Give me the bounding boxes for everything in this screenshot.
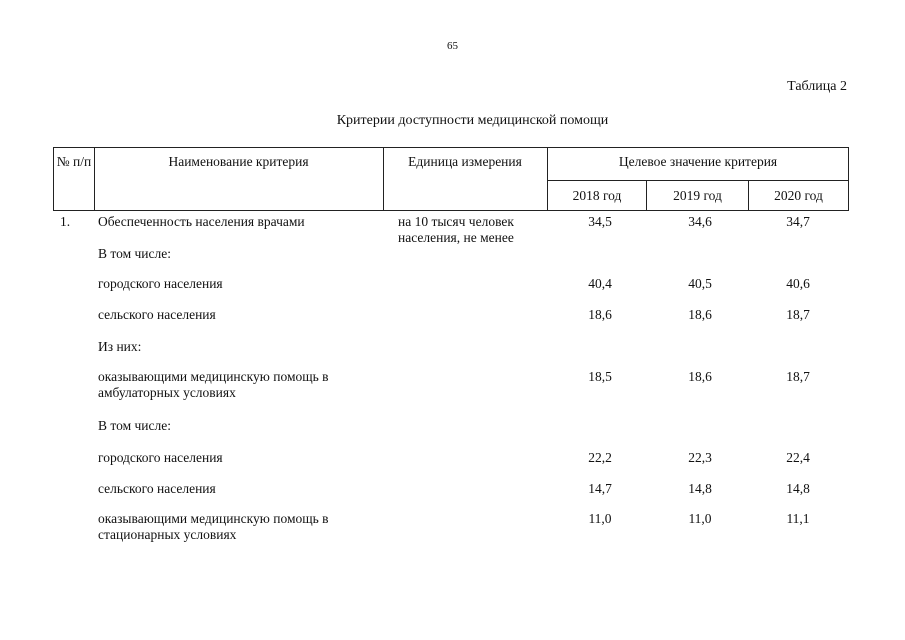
criterion-name: сельского населения (98, 481, 216, 496)
header-name: Наименование критерия (168, 154, 309, 169)
value-2019: 18,6 (688, 369, 712, 384)
value-2018: 14,7 (588, 481, 612, 496)
value-2019: 14,8 (688, 481, 712, 496)
table-row (0, 369, 905, 403)
criterion-name: В том числе: (98, 418, 171, 433)
header-vline-4 (646, 180, 647, 210)
document-title: Критерии доступности медицинской помощи (336, 113, 609, 128)
unit-of-measure: на 10 тысяч человек населения, не менее (398, 214, 514, 245)
value-2020: 18,7 (786, 369, 810, 384)
value-2019: 22,3 (688, 450, 712, 465)
value-2020: 34,7 (786, 214, 810, 229)
header-bottom-border (53, 210, 849, 211)
header-vline-1 (94, 147, 95, 210)
value-2019: 40,5 (688, 276, 712, 291)
value-2020: 11,1 (786, 511, 810, 526)
header-year-2019: 2019 год (673, 188, 722, 203)
table-row (0, 418, 905, 452)
header-num: № п/п (56, 154, 92, 169)
criterion-name: оказывающими медицинскую помощь в стационарных условиях (98, 511, 329, 542)
value-2020: 14,8 (786, 481, 810, 496)
value-2020: 40,6 (786, 276, 810, 291)
table-row (0, 276, 905, 310)
header-unit: Единица измерения (408, 154, 522, 169)
table-row (0, 481, 905, 515)
table-row (0, 307, 905, 341)
header-vline-2 (383, 147, 384, 210)
header-vline-right (848, 147, 849, 210)
criterion-name: В том числе: (98, 246, 171, 261)
table-label: Таблица 2 (787, 79, 847, 94)
header-year-2018: 2018 год (572, 188, 622, 203)
header-top-border (53, 147, 849, 148)
header-vline-3 (547, 147, 548, 210)
page-number: 65 (447, 40, 458, 52)
row-num: 1. (60, 214, 71, 229)
criterion-name: сельского населения (98, 307, 216, 322)
criterion-name: оказывающими медицинскую помощь в амбулаторных условиях (98, 369, 329, 400)
criterion-name: городского населения (98, 450, 223, 465)
criterion-name: Из них: (98, 339, 142, 354)
value-2018: 18,5 (588, 369, 612, 384)
header-mid-border (547, 180, 849, 181)
value-2020: 22,4 (786, 450, 810, 465)
header-vline-left (53, 147, 54, 210)
header-year-2020: 2020 год (774, 188, 823, 203)
value-2019: 34,6 (688, 214, 712, 229)
value-2019: 18,6 (688, 307, 712, 322)
table-row (0, 450, 905, 484)
header-target: Целевое значение критерия (618, 154, 778, 169)
table-row (0, 214, 905, 248)
criterion-name: Обеспеченность населения врачами (98, 214, 305, 229)
criterion-name: городского населения (98, 276, 223, 291)
value-2018: 40,4 (588, 276, 612, 291)
table-row (0, 339, 905, 373)
table-row (0, 511, 905, 545)
value-2018: 11,0 (588, 511, 612, 526)
value-2018: 18,6 (588, 307, 612, 322)
value-2018: 22,2 (588, 450, 612, 465)
value-2018: 34,5 (588, 214, 612, 229)
value-2020: 18,7 (786, 307, 810, 322)
header-vline-5 (748, 180, 749, 210)
table-row (0, 246, 905, 280)
value-2019: 11,0 (688, 511, 712, 526)
